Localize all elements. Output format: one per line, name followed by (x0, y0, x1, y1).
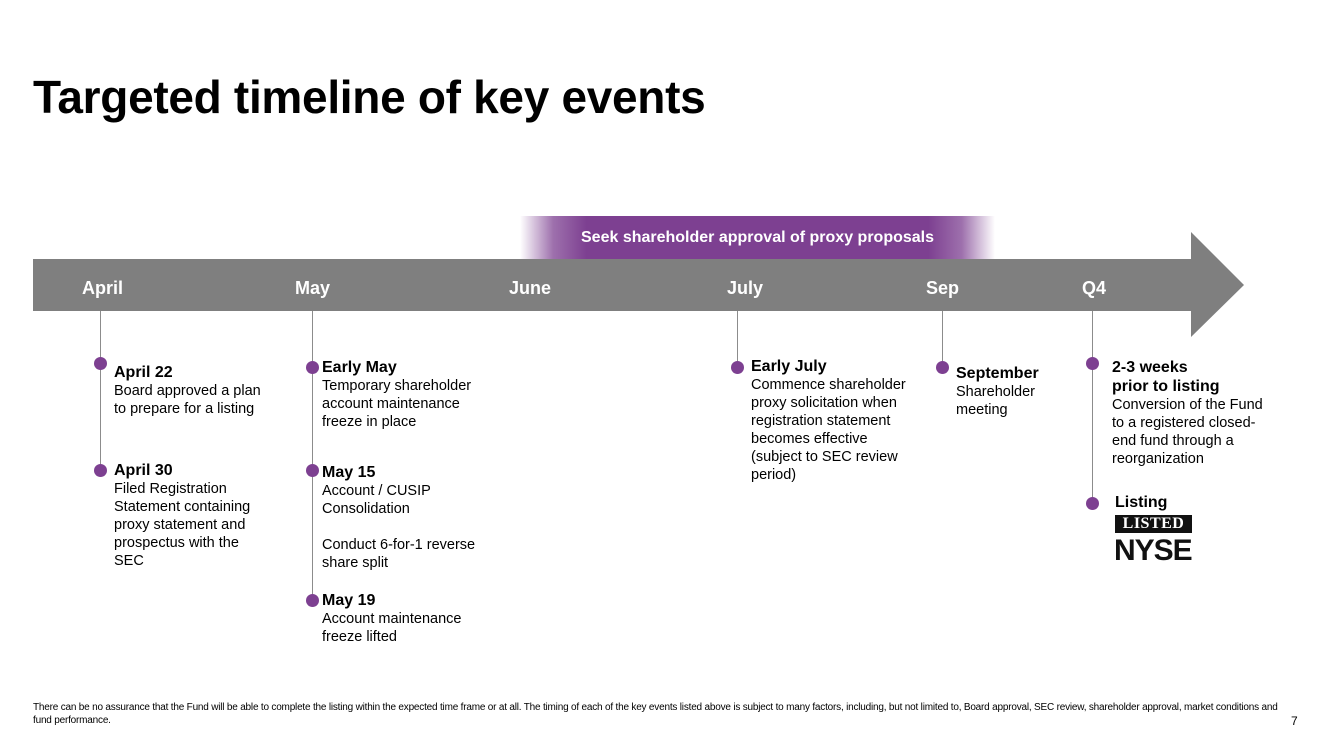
event-early-may-line: account maintenance (322, 396, 460, 412)
event-september-line: meeting (956, 402, 1008, 418)
event-may15-line: share split (322, 555, 389, 571)
event-early-may-title: Early May (322, 359, 397, 376)
early-may-marker (306, 361, 319, 374)
event-prior-listing (1112, 358, 1263, 468)
event-prior-listing-title: prior to listing (1112, 378, 1220, 395)
disclaimer-footnote: There can be no assurance that the Fund will be able to complete the listing within the expected time frame or at all. The timing of each of the key events listed above is subject to many factors, including, but not limited to, Board approval, SEC review, shareholder approval, market conditions and fund performance. (33, 702, 1278, 726)
event-april30-line: prospectus with the (114, 535, 239, 551)
event-september-line: Shareholder (956, 384, 1035, 400)
event-april30-line: proxy statement and (114, 517, 246, 533)
event-early-may-line: freeze in place (322, 414, 417, 430)
sep-connector (942, 311, 943, 368)
event-early-may (322, 358, 471, 431)
event-may15-line: Consolidation (322, 501, 410, 517)
event-prior-listing-line: to a registered closed- (1112, 415, 1256, 431)
event-early-july-line: becomes effective (751, 431, 868, 447)
event-early-july-line: (subject to SEC review (751, 449, 898, 465)
event-early-july-line: Commence shareholder (751, 377, 906, 393)
q4-connector (1092, 311, 1093, 504)
event-may19 (322, 591, 461, 646)
event-early-may-line: Temporary shareholder (322, 378, 472, 394)
listing-marker (1086, 497, 1099, 510)
event-may19-title: May 19 (322, 592, 376, 609)
event-listing-title: Listing (1115, 494, 1168, 511)
month-april: April (82, 278, 124, 298)
event-early-july (751, 357, 906, 484)
event-april22-title: April 22 (114, 364, 173, 381)
event-april30-title: April 30 (114, 462, 173, 479)
event-april22-line: Board approved a plan (114, 383, 261, 399)
event-may15-title: May 15 (322, 464, 376, 481)
early-july-marker (731, 361, 744, 374)
month-may: May (295, 278, 331, 298)
event-april22 (114, 363, 261, 418)
event-early-july-line: period) (751, 467, 797, 483)
may15-marker (306, 464, 319, 477)
page-title: Targeted timeline of key events (33, 71, 706, 123)
event-may15 (322, 463, 475, 572)
april-connector (100, 311, 101, 471)
april30-marker (94, 464, 107, 477)
event-prior-listing-line: reorganization (1112, 451, 1204, 467)
may-connector (312, 311, 313, 601)
event-early-july-title: Early July (751, 358, 827, 375)
page-number: 7 (1291, 714, 1298, 728)
event-may15-line: Conduct 6-for-1 reverse (322, 537, 476, 553)
event-early-july-line: registration statement (751, 413, 891, 429)
prior-listing-marker (1086, 357, 1099, 370)
event-april30-line: Filed Registration (114, 481, 227, 497)
event-september-title: September (956, 365, 1039, 382)
event-prior-listing-line: end fund through a (1112, 433, 1234, 449)
event-listing (1115, 493, 1167, 512)
event-early-july-line: proxy solicitation when (751, 395, 897, 411)
event-may19-line: Account maintenance (322, 611, 462, 627)
month-sep: Sep (926, 278, 960, 298)
proxy-approval-label: Seek shareholder approval of proxy proposals (581, 229, 934, 246)
september-marker (936, 361, 949, 374)
nyse-listed-logo-badge: LISTED (1115, 515, 1192, 533)
event-may15-line: Account / CUSIP (322, 483, 431, 499)
month-q4: Q4 (1082, 278, 1107, 298)
event-september (956, 364, 1039, 419)
event-april30-line: Statement containing (114, 499, 251, 515)
event-april30 (114, 461, 250, 570)
timeline-arrow (33, 232, 1245, 338)
event-prior-listing-title: 2-3 weeks (1112, 359, 1188, 376)
event-prior-listing-line: Conversion of the Fund (1112, 397, 1263, 413)
month-june: June (509, 278, 552, 298)
event-may15-spacer (322, 518, 475, 536)
event-april30-line: SEC (114, 553, 144, 569)
nyse-logo-wordmark: NYSE (1114, 534, 1192, 567)
april22-marker (94, 357, 107, 370)
event-may19-line: freeze lifted (322, 629, 397, 645)
event-april22-line: to prepare for a listing (114, 401, 255, 417)
july-connector (737, 311, 738, 367)
may19-marker (306, 594, 319, 607)
month-july: July (727, 278, 764, 298)
